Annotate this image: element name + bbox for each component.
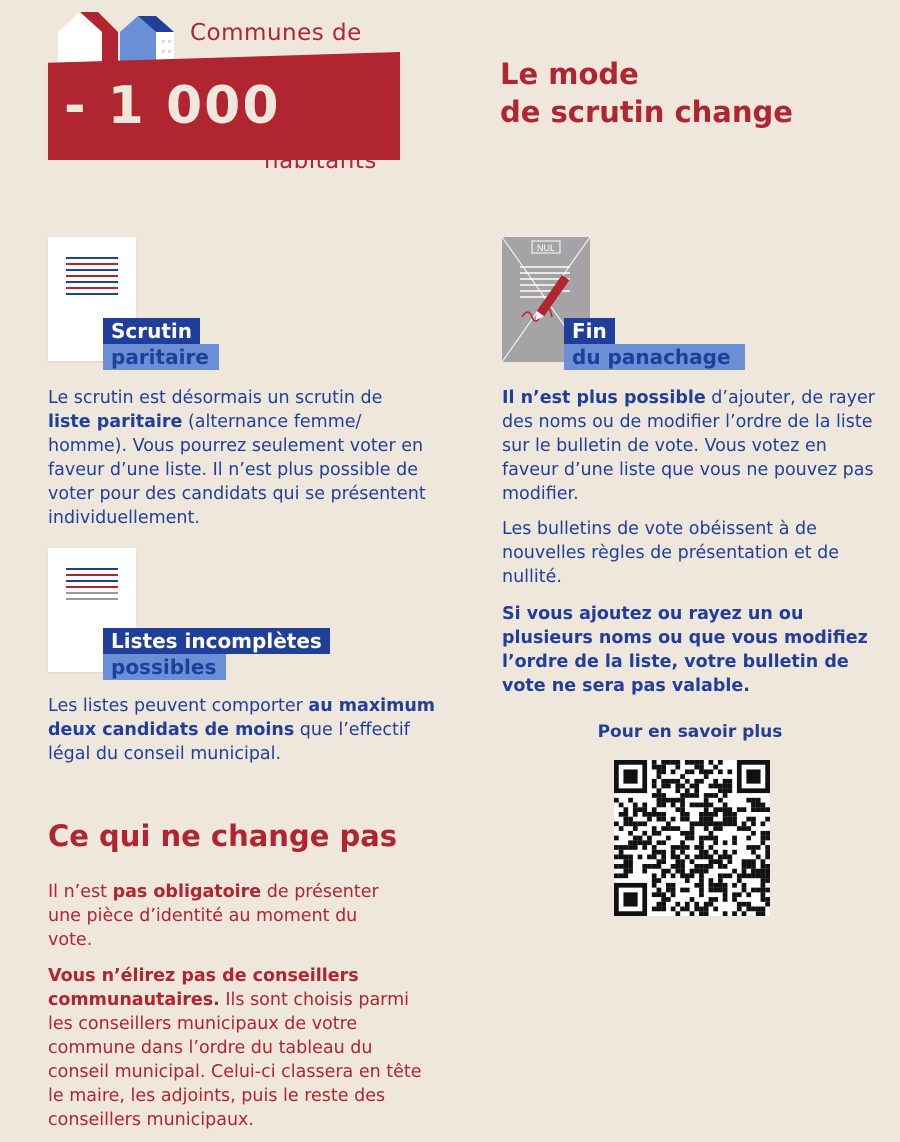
qr-code[interactable] xyxy=(614,760,770,916)
tag-line-1: Scrutin xyxy=(103,318,200,344)
panachage-text-3: Si vous ajoutez ou rayez un ou plusieurs noms ou que vous modifiez l’ordre de la liste, votre bulletin de vote ne sera pas valable. xyxy=(502,604,868,696)
more-info-title: Pour en savoir plus xyxy=(597,722,783,742)
unchanged-text-1 xyxy=(48,880,398,952)
population-number: - 1 000 xyxy=(64,76,281,136)
tag-line-2: du panachage xyxy=(564,344,745,370)
text-part: Ils sont choisis parmi les conseillers municipaux de votre commune dans l’ordre du tableau du conseil municipal. Celui-ci classera en tête le maire, les adjoints, puis le reste des conseillers municipaux. xyxy=(48,990,422,1130)
text-part: d’ajouter, de rayer des noms ou de modifier l’ordre de la liste sur le bulletin de vote. Vous votez en faveur d’une liste que vous ne pouvez pas modifier. xyxy=(502,388,875,504)
unchanged-title: Ce qui ne change pas xyxy=(48,819,398,853)
nul-label: NUL xyxy=(536,243,556,253)
text-bold: pas obligatoire xyxy=(112,882,262,902)
title-line-2: de scrutin change xyxy=(500,95,793,129)
text-bold: au maximum deux candidats de moins xyxy=(48,696,436,740)
listes-incompletes-text xyxy=(48,694,438,766)
text-bold: Vous n’élirez pas de conseillers communautaires. xyxy=(48,966,359,1010)
tag-line-2: possibles xyxy=(103,654,226,680)
listes-incompletes-tag xyxy=(103,628,330,680)
panachage-text-2: Les bulletins de vote obéissent à de nouvelles règles de présentation et de nullité. xyxy=(502,519,840,587)
title-line-1: Le mode xyxy=(500,57,639,91)
communes-label: Communes de xyxy=(190,20,362,46)
text-part: de présenter une pièce d’identité au moment du vote. xyxy=(48,882,379,950)
fin-panachage-tag xyxy=(564,318,745,370)
text-part: Il n’est xyxy=(48,882,113,902)
tag-line-1: Fin xyxy=(564,318,615,344)
unchanged-text-2 xyxy=(48,964,438,1132)
tag-line-1: Listes incomplètes xyxy=(103,628,330,654)
habitants-label: habitants xyxy=(264,148,377,174)
text-part: (alternance femme/ homme). Vous pourrez seulement voter en faveur d’une liste. Il n’est plus possible de voter pour des candidats qui se présentent individuellement. xyxy=(48,412,426,528)
panachage-text-1 xyxy=(502,386,882,506)
text-part: que l’effectif légal du conseil municipal. xyxy=(48,720,410,764)
text-part: Le scrutin est désormais un scrutin de xyxy=(48,388,383,408)
page-title xyxy=(500,55,793,131)
text-part: Les listes peuvent comporter xyxy=(48,696,309,716)
text-bold: Il n’est plus possible xyxy=(502,388,706,408)
scrutin-paritaire-text xyxy=(48,386,428,530)
scrutin-paritaire-tag xyxy=(103,318,219,370)
text-bold: liste paritaire xyxy=(48,412,183,432)
tag-line-2: paritaire xyxy=(103,344,219,370)
